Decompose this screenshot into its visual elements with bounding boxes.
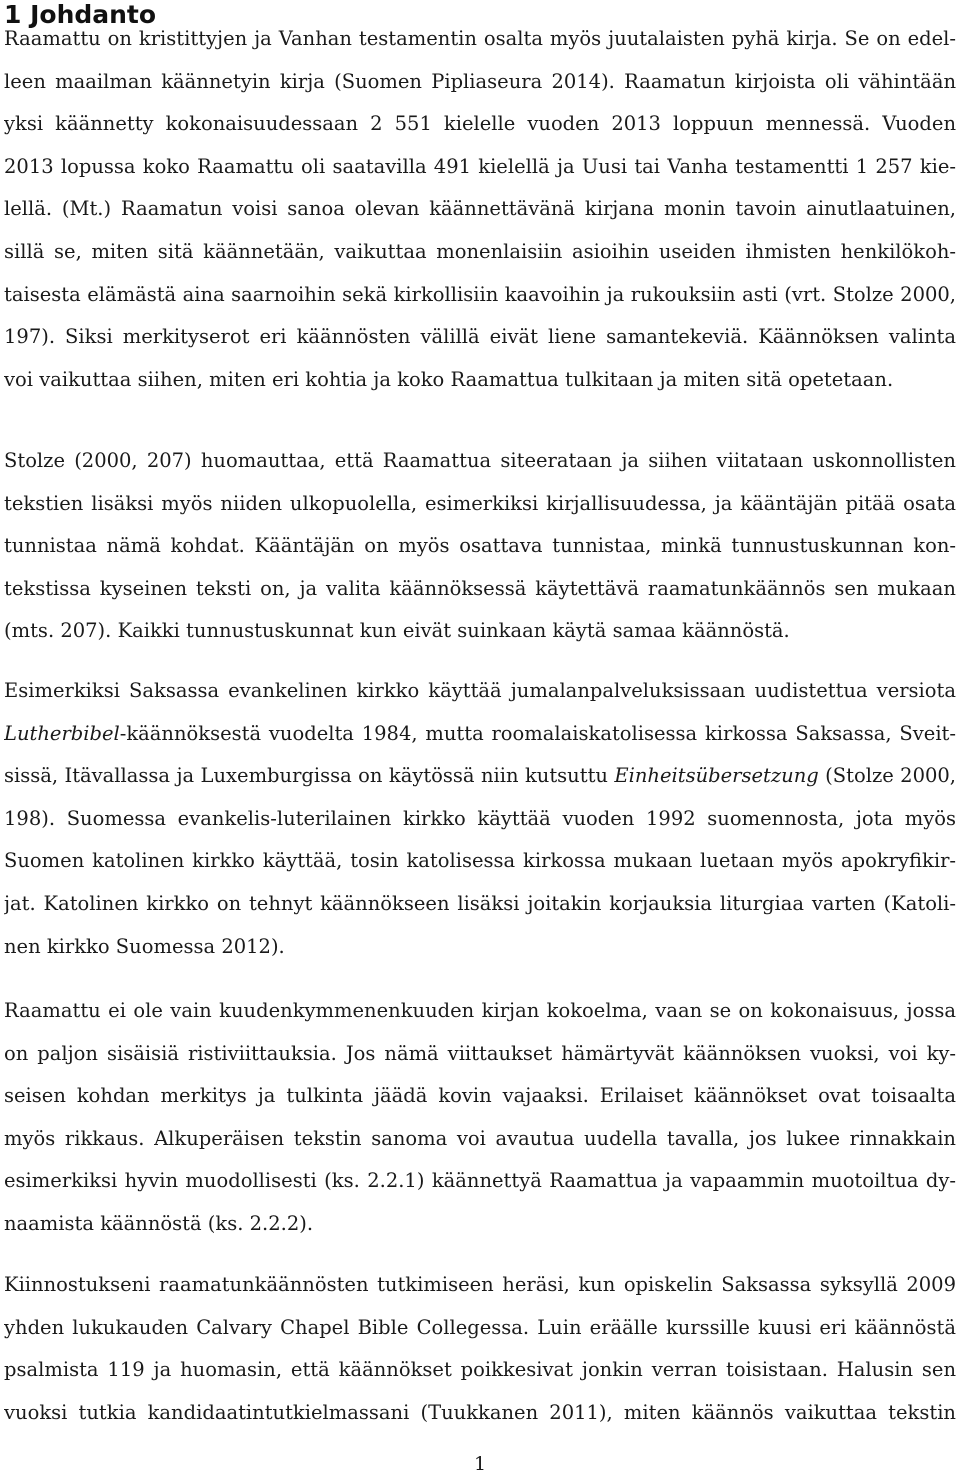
text-line: naamista käännöstä (ks. 2.2.2). xyxy=(4,1211,314,1235)
text-line: seisen kohdan merkitys ja tulkinta jäädä kovin vajaaksi. Erilaiset käännökset ovat toisaalta xyxy=(4,1084,956,1108)
italic-title: Einheitsübersetzung xyxy=(614,764,819,788)
text-line: nen kirkko Suomessa 2012). xyxy=(4,934,285,958)
text-segment: sissä, Itävallassa ja Luxemburgissa on käytössä niin kutsuttu xyxy=(4,764,615,788)
text-line: Stolze (2000, 207) huomauttaa, että Raamattua siteerataan ja siihen viitataan uskonnollisten xyxy=(4,449,956,472)
paragraph-3 xyxy=(4,670,956,968)
text-line: voi vaikuttaa siihen, miten eri kohtia ja koko Raamattua tulkitaan ja miten sitä opetetaan. xyxy=(4,367,894,391)
page-number: 1 xyxy=(473,1453,487,1475)
text-line: sillä se, miten sitä käännetään, vaikuttaa monenlaisiin asioihin useiden ihmisten henkilökoh- xyxy=(4,239,956,263)
text-line: Esimerkiksi Saksassa evankelinen kirkko käyttää jumalanpalveluksissaan uudistettua versiota xyxy=(4,679,956,702)
text-line: jat. Katolinen kirkko on tehnyt käännökseen lisäksi joitakin korjauksia liturgiaa varten (Katoli- xyxy=(4,891,956,915)
paragraph-4 xyxy=(4,990,956,1246)
text-line: Suomen katolinen kirkko käyttää, tosin katolisessa kirkossa mukaan luetaan myös apokryfikir- xyxy=(4,849,956,873)
text-line: Raamattu ei ole vain kuudenkymmenenkuuden kirjan kokoelma, vaan se on kokonaisuus, jossa xyxy=(4,999,956,1022)
text-line: esimerkiksi hyvin muodollisesti (ks. 2.2.1) käännettyä Raamattua ja vapaammin muotoiltua dy- xyxy=(4,1169,956,1193)
text-line: lellä. (Mt.) Raamatun voisi sanoa olevan käännettävänä kirjana monin tavoin ainutlaatuinen, xyxy=(4,197,956,221)
text-line xyxy=(4,713,956,756)
text-line: Kiinnostukseni raamatunkäännösten tutkimiseen heräsi, kun opiskelin Saksassa syksyllä 2009 xyxy=(4,1273,956,1296)
text-line xyxy=(4,755,956,798)
text-line: tunnistaa nämä kohdat. Kääntäjän on myös osattava tunnistaa, minkä tunnustuskunnan kon- xyxy=(4,534,956,558)
text-line: myös rikkaus. Alkuperäisen tekstin sanoma voi avautua uudella tavalla, jos lukee rinnakkain xyxy=(4,1126,956,1150)
text-line: 197). Siksi merkityserot eri käännösten välillä eivät liene samantekeviä. Käännöksen valinta xyxy=(4,325,956,349)
text-line: 198). Suomessa evankelis-luterilainen kirkko käyttää vuoden 1992 suomennosta, jota myös xyxy=(4,806,956,830)
text-line: taisesta elämästä aina saarnoihin sekä kirkollisiin kaavoihin ja rukouksiin asti (vrt. Stolze 2000, xyxy=(4,282,956,306)
text-line: on paljon sisäisiä ristiviittauksia. Jos nämä viittaukset hämärtyvät käännöksen vuoksi, voi ky- xyxy=(4,1041,956,1065)
italic-title: Lutherbibel xyxy=(4,721,120,745)
text-line: 2013 lopussa koko Raamattu oli saatavilla 491 kielellä ja Uusi tai Vanha testamentti 1 257 kie- xyxy=(4,154,956,178)
text-segment: -käännöksestä vuodelta 1984, mutta roomalaiskatolisessa kirkossa Saksassa, Sveit- xyxy=(119,721,956,745)
text-line: (mts. 207). Kaikki tunnustuskunnat kun eivät suinkaan käytä samaa käännöstä. xyxy=(4,619,790,643)
paragraph-1 xyxy=(4,18,956,401)
text-segment: (Stolze 2000, xyxy=(818,764,956,788)
text-line: vuoksi tutkia kandidaatintutkielmassani (Tuukkanen 2011), miten käännös vaikuttaa tekstin xyxy=(4,1400,956,1424)
text-line: leen maailman käännetyin kirja (Suomen Pipliaseura 2014). Raamatun kirjoista oli vähintään xyxy=(4,69,956,93)
text-line: tekstien lisäksi myös niiden ulkopuolella, esimerkiksi kirjallisuudessa, ja kääntäjän pitää osata xyxy=(4,491,956,515)
section-heading: 1 Johdanto xyxy=(4,0,157,29)
text-line: psalmista 119 ja huomasin, että käännökset poikkesivat jonkin verran toisistaan. Halusin sen xyxy=(4,1358,956,1382)
paragraph-5 xyxy=(4,1264,956,1434)
text-line: yksi käännetty kokonaisuudessaan 2 551 kielelle vuoden 2013 loppuun mennessä. Vuoden xyxy=(4,112,956,136)
text-line: Raamattu on kristittyjen ja Vanhan testamentin osalta myös juutalaisten pyhä kirja. Se on edel- xyxy=(4,27,956,50)
paragraph-2 xyxy=(4,440,956,653)
text-line: tekstissa kyseinen teksti on, ja valita käännöksessä käytettävä raamatunkäännös sen mukaan xyxy=(4,576,956,600)
text-line: yhden lukukauden Calvary Chapel Bible Collegessa. Luin eräälle kurssille kuusi eri käännöstä xyxy=(4,1315,956,1339)
